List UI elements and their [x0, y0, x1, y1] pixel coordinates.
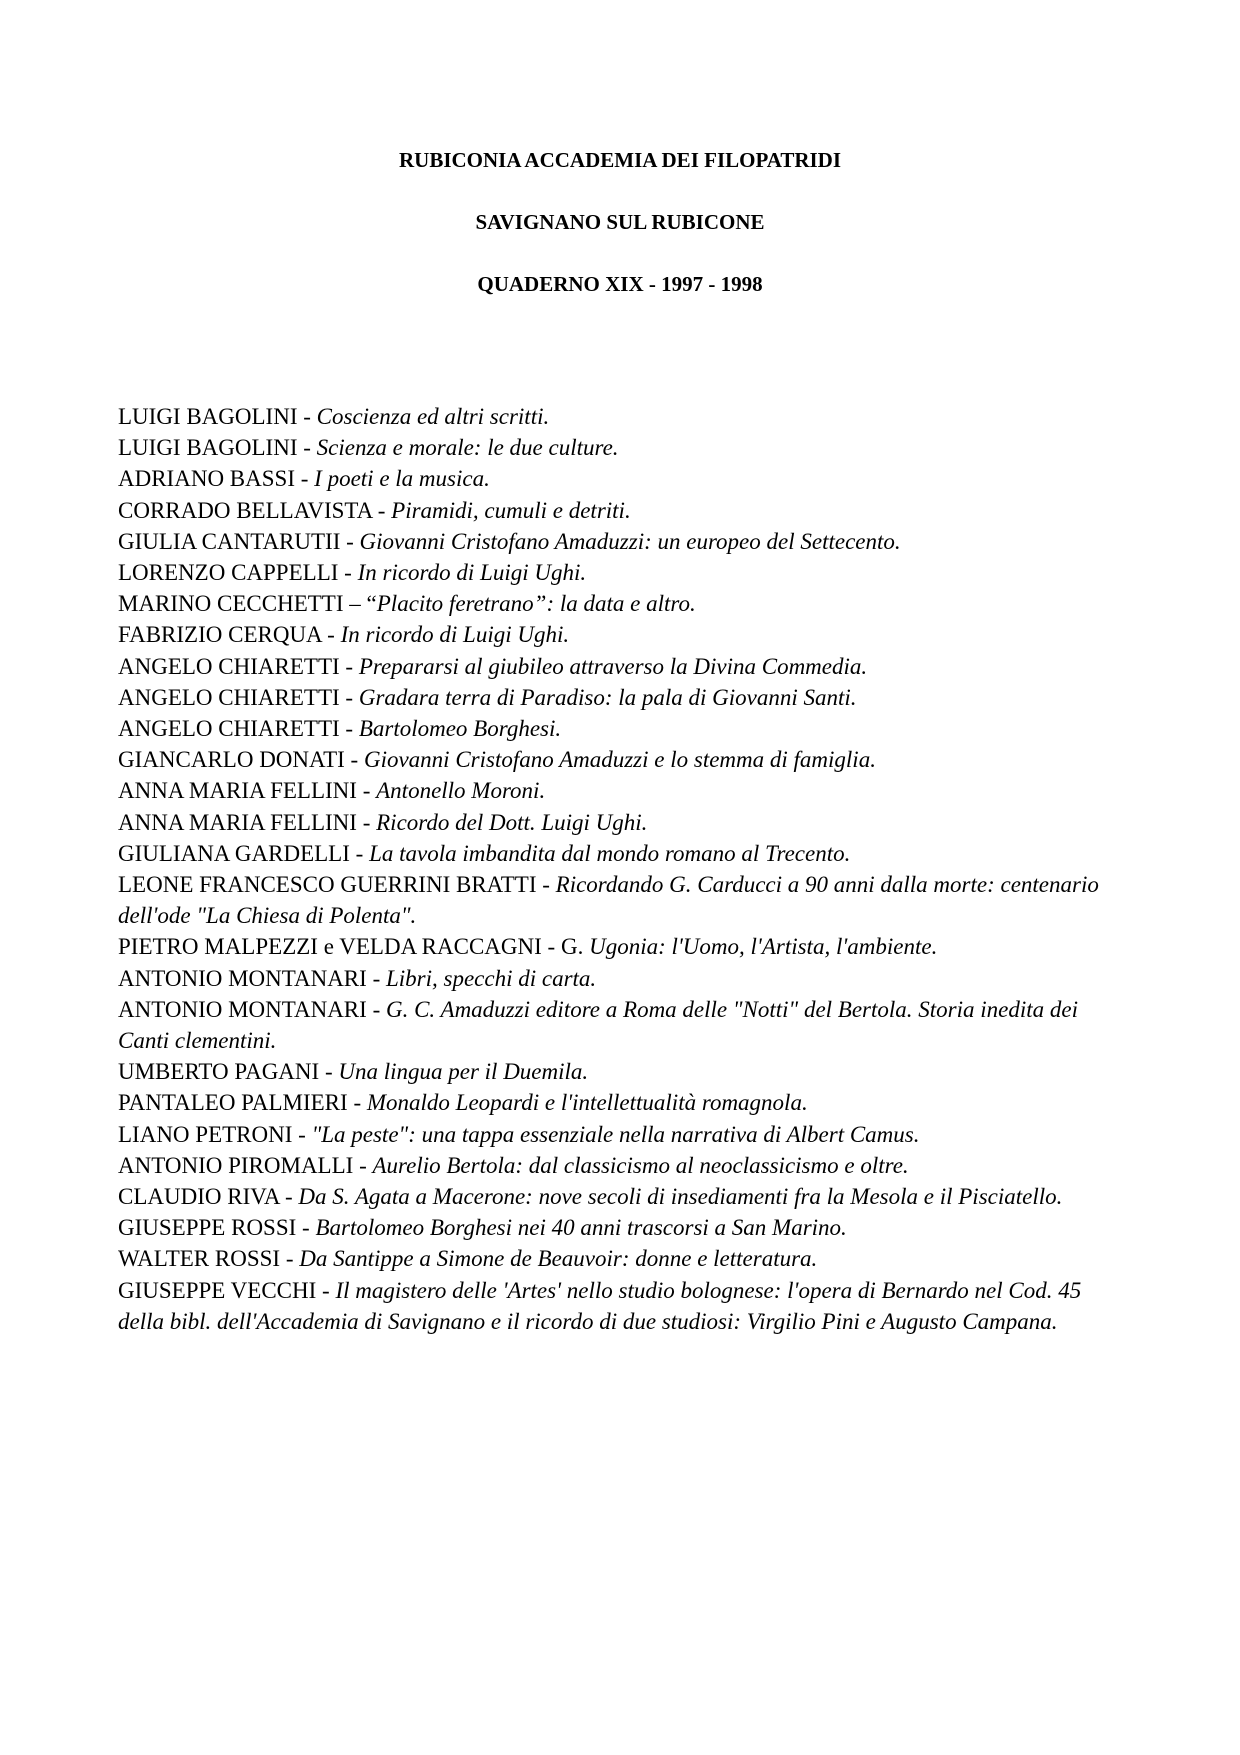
entry-separator: -	[321, 622, 341, 648]
entry-title: In ricordo di Luigi Ughi.	[357, 560, 587, 586]
list-item	[118, 526, 1128, 557]
entry-title: I poeti e la musica.	[314, 466, 490, 492]
entry-author: ANGELO CHIARETTI	[118, 684, 340, 710]
list-item	[118, 1275, 1128, 1337]
entry-title: Antonello Moroni.	[376, 778, 546, 804]
entry-separator: -	[536, 872, 556, 898]
entry-author: ANGELO CHIARETTI	[118, 653, 340, 679]
entry-title: Prepararsi al giubileo attraverso la Divina Commedia.	[358, 653, 868, 679]
entry-title: Una lingua per il Duemila.	[338, 1059, 589, 1085]
entry-author: LORENZO CAPPELLI	[118, 560, 339, 586]
entry-title: "La peste": una tappa essenziale nella narrativa di Albert Camus.	[311, 1121, 920, 1147]
list-item	[118, 401, 1128, 432]
entry-author: ANNA MARIA FELLINI	[118, 809, 357, 835]
entry-separator: -	[292, 1121, 312, 1147]
entry-author: ANTONIO PIROMALLI	[118, 1152, 354, 1178]
entry-author: LEONE FRANCESCO GUERRINI BRATTI	[118, 872, 537, 898]
list-item	[118, 775, 1128, 806]
entry-author: GIUSEPPE ROSSI	[118, 1215, 297, 1241]
entry-title: Il magistero delle 'Artes' nello studio bolognese: l'opera di Bernardo nel Cod. 45 della bibl. dell'Accademia di Savignano e il ricordo di due studiosi: Virgilio Pini e Augusto Campana.	[118, 1277, 1082, 1334]
list-item	[118, 994, 1128, 1056]
entry-author: CLAUDIO RIVA	[118, 1184, 280, 1210]
list-item	[118, 588, 1128, 619]
entry-title: Aurelio Bertola: dal classicismo al neoclassicismo e oltre.	[372, 1152, 909, 1178]
entry-separator: -	[353, 1152, 373, 1178]
entry-author: CORRADO BELLAVISTA	[118, 497, 372, 523]
entry-author: ANTONIO MONTANARI	[118, 965, 367, 991]
entry-separator: -	[316, 1277, 336, 1303]
list-item	[118, 463, 1128, 494]
list-item	[118, 1087, 1128, 1118]
entry-separator: -	[347, 1090, 367, 1116]
document-header	[0, 148, 1240, 296]
list-item	[118, 869, 1128, 931]
entry-title: Placito feretrano”: la data e altro.	[376, 591, 696, 617]
list-item	[118, 931, 1128, 962]
entry-separator: -	[279, 1184, 299, 1210]
list-item	[118, 744, 1128, 775]
entry-title: Ricordo del Dott. Luigi Ughi.	[376, 809, 648, 835]
entry-author: GIULIA CANTARUTII	[118, 528, 341, 554]
entry-title: Giovanni Cristofano Amaduzzi: un europeo del Settecento.	[359, 528, 901, 554]
entry-separator: -	[371, 497, 392, 523]
entry-separator: -	[296, 1215, 316, 1241]
entry-separator: -	[338, 560, 358, 586]
list-item	[118, 651, 1128, 682]
issue-title: QUADERNO XIX - 1997 - 1998	[477, 272, 763, 296]
entry-separator: -	[319, 1059, 339, 1085]
entry-separator: -	[344, 747, 364, 773]
list-item	[118, 963, 1128, 994]
list-item	[118, 807, 1128, 838]
entry-separator: -	[339, 684, 359, 710]
entry-separator: -	[339, 653, 359, 679]
entry-author: ADRIANO BASSI	[118, 466, 295, 492]
entry-title: Monaldo Leopardi e l'intellettualità romagnola.	[366, 1090, 808, 1116]
list-item	[118, 713, 1128, 744]
list-item	[118, 1181, 1128, 1212]
list-item	[118, 682, 1128, 713]
entry-author: GIUSEPPE VECCHI	[118, 1277, 317, 1303]
entry-separator: -	[297, 435, 317, 461]
entry-separator: -	[339, 716, 359, 742]
place-title: SAVIGNANO SUL RUBICONE	[475, 210, 765, 234]
entry-title: Libri, specchi di carta.	[385, 965, 597, 991]
entry-author: LUIGI BAGOLINI	[118, 435, 298, 461]
academy-title: RUBICONIA ACCADEMIA DEI FILOPATRIDI	[398, 148, 842, 172]
list-item	[118, 557, 1128, 588]
entry-title: Ugonia: l'Uomo, l'Artista, l'ambiente.	[589, 934, 938, 960]
list-item	[118, 838, 1128, 869]
entry-separator: -	[356, 809, 377, 835]
entry-author: GIULIANA GARDELLI	[118, 840, 350, 866]
entry-title: Da S. Agata a Macerone: nove secoli di insediamenti fra la Mesola e il Pisciatello.	[298, 1184, 1063, 1210]
list-item	[118, 432, 1128, 463]
entry-title: Da Santippe a Simone de Beauvoir: donne e letteratura.	[299, 1246, 818, 1272]
entry-title: Bartolomeo Borghesi.	[358, 716, 562, 742]
entry-author: MARINO CECCHETTI	[118, 591, 344, 617]
entry-author: FABRIZIO CERQUA	[118, 622, 322, 648]
entry-title: Piramidi, cumuli e detriti.	[391, 497, 631, 523]
entry-author: PIETRO MALPEZZI e VELDA RACCAGNI	[118, 934, 542, 960]
entry-separator: -	[340, 528, 360, 554]
entry-author: GIANCARLO DONATI	[118, 747, 345, 773]
list-item	[118, 1212, 1128, 1243]
entry-separator: -	[297, 404, 317, 429]
entry-author: ANGELO CHIARETTI	[118, 716, 340, 742]
list-item	[118, 1243, 1128, 1274]
entry-title: Gradara terra di Paradiso: la pala di Giovanni Santi.	[358, 684, 857, 710]
entry-author: ANTONIO MONTANARI	[118, 996, 367, 1022]
entry-title: La tavola imbandita dal mondo romano al Trecento.	[369, 840, 851, 866]
entry-separator: -	[280, 1246, 300, 1272]
list-item	[118, 1056, 1128, 1087]
contents-list	[118, 401, 1128, 1337]
entry-title: G. C. Amaduzzi editore a Roma delle "Notti" del Bertola. Storia inedita dei Canti clementini.	[118, 996, 1078, 1054]
entry-title: Giovanni Cristofano Amaduzzi e lo stemma di famiglia.	[363, 747, 876, 773]
entry-title: Scienza e morale: le due culture.	[316, 435, 619, 461]
entry-title: Ricordando G. Carducci a 90 anni dalla morte: centenario dell'ode "La Chiesa di Polenta".	[118, 872, 1099, 929]
list-item	[118, 495, 1128, 526]
entry-separator: -	[366, 965, 386, 991]
entry-separator: -	[356, 778, 377, 804]
entry-separator: -	[349, 840, 370, 866]
entry-separator: - G.	[541, 934, 590, 960]
entry-author: ANNA MARIA FELLINI	[118, 778, 357, 804]
entry-title: In ricordo di Luigi Ughi.	[340, 622, 570, 648]
entry-author: UMBERTO PAGANI	[118, 1059, 320, 1085]
entry-separator: -	[295, 466, 315, 492]
entry-author: LUIGI BAGOLINI	[118, 404, 298, 429]
entry-separator: -	[366, 996, 386, 1022]
list-item	[118, 1119, 1128, 1150]
entry-author: PANTALEO PALMIERI	[118, 1090, 348, 1116]
entry-author: LIANO PETRONI	[118, 1121, 293, 1147]
entry-author: WALTER ROSSI	[118, 1246, 281, 1272]
list-item	[118, 1150, 1128, 1181]
entry-title: Coscienza ed altri scritti.	[316, 404, 550, 429]
entry-separator: – “	[343, 591, 377, 617]
entry-title: Bartolomeo Borghesi nei 40 anni trascorsi a San Marino.	[315, 1215, 847, 1241]
list-item	[118, 619, 1128, 650]
